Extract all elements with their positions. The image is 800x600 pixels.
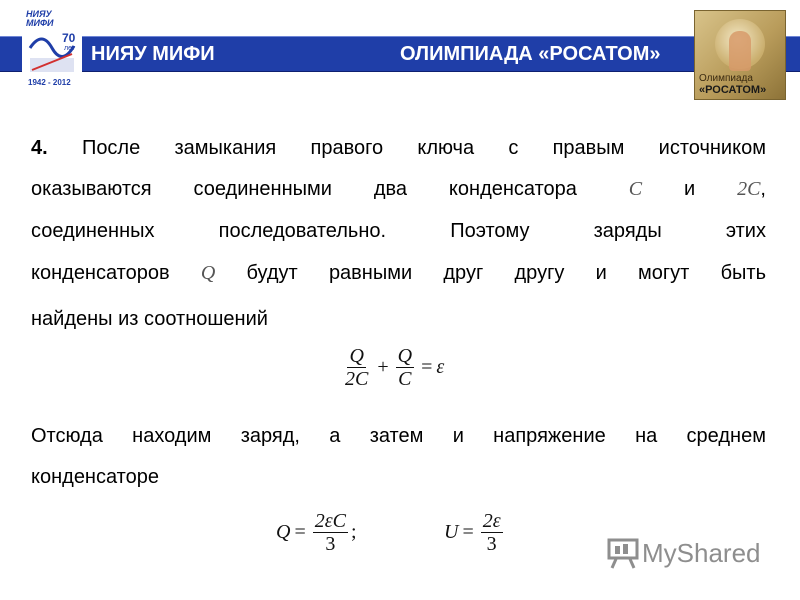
word: последовательно. <box>218 220 387 242</box>
word: После <box>81 137 141 159</box>
word: напряжение <box>493 425 606 447</box>
problem-number: 4. <box>31 137 48 159</box>
logo-hand-shape <box>729 31 751 71</box>
mephi-logo-text: НИЯУ МИФИ <box>26 9 54 28</box>
text-line-4 <box>31 259 766 287</box>
fraction-q-over-c: $\frac{Q}{C}$ <box>397 345 413 390</box>
word: оказываются <box>31 178 152 200</box>
presentation-board-icon <box>606 537 642 569</box>
word: могут <box>638 262 690 284</box>
formula-charge-result: Q = $\frac{2\varepsilon C}{3}$ ; <box>276 510 357 555</box>
symbol-Q: Q <box>200 262 216 284</box>
text-line-5: найдены из соотношений <box>31 308 268 330</box>
rosatom-logo-line1: Олимпиада <box>699 73 753 84</box>
watermark-text: MyShared <box>642 537 761 568</box>
word: среднем <box>686 425 766 447</box>
word: друг <box>443 262 484 284</box>
anniversary-number: 70 <box>62 31 76 45</box>
word: быть <box>720 262 766 284</box>
text-line-1 <box>31 134 766 162</box>
word: этих <box>725 220 766 242</box>
word: а <box>329 425 341 447</box>
word: находим <box>132 425 212 447</box>
header-bar <box>0 36 800 72</box>
word: другу <box>514 262 565 284</box>
word: правым <box>552 137 625 159</box>
word: Поэтому <box>450 220 530 242</box>
word: затем <box>369 425 424 447</box>
word: заряды <box>593 220 662 242</box>
symbol-2C-group <box>737 175 766 203</box>
text-line-2 <box>31 175 766 203</box>
fraction-q-over-2c: $\frac{Q}{2C}$ <box>345 345 369 390</box>
word: соединенными <box>193 178 332 200</box>
comma: , <box>760 178 766 200</box>
word: соединенных <box>31 220 155 242</box>
word: Отсюда <box>31 425 103 447</box>
org-title: НИЯУ МИФИ <box>91 43 215 65</box>
text-line-3 <box>31 217 766 245</box>
myshared-watermark <box>606 534 761 572</box>
formula-voltage-result: U = $\frac{2\varepsilon}{3}$ <box>444 510 501 555</box>
word: конденсатора <box>448 178 577 200</box>
word: источником <box>658 137 766 159</box>
fraction-2ec-over-3: $\frac{2\varepsilon C}{3}$ <box>314 510 346 555</box>
word: правого <box>310 137 384 159</box>
word: заряд, <box>240 425 300 447</box>
symbol-C: C <box>628 178 643 200</box>
symbol-2C: 2C <box>737 178 761 200</box>
word-and: и <box>684 178 696 200</box>
word: замыкания <box>174 137 277 159</box>
word: с <box>508 137 519 159</box>
rosatom-logo-line2: «РОСАТОМ» <box>699 84 767 96</box>
mephi-logo <box>22 8 82 98</box>
word: будут <box>246 262 298 284</box>
word: равными <box>328 262 413 284</box>
word: на <box>635 425 658 447</box>
formula-charge-equation: $\frac{Q}{2C}$ + $\frac{Q}{C}$ = ε <box>345 345 445 390</box>
text-line-7: конденсаторе <box>31 466 159 488</box>
word: и <box>595 262 607 284</box>
fraction-2e-over-3: $\frac{2\varepsilon}{3}$ <box>482 510 501 555</box>
olympiad-title: ОЛИМПИАДА «РОСАТОМ» <box>400 43 661 65</box>
word: два <box>373 178 408 200</box>
anniversary-word: лет <box>64 45 75 52</box>
text-line-6 <box>31 422 766 450</box>
word: ключа <box>417 137 475 159</box>
rosatom-olympiad-logo <box>694 10 786 100</box>
word: конденсаторов <box>31 262 170 284</box>
mephi-years: 1942 - 2012 <box>28 78 71 87</box>
word: и <box>452 425 464 447</box>
